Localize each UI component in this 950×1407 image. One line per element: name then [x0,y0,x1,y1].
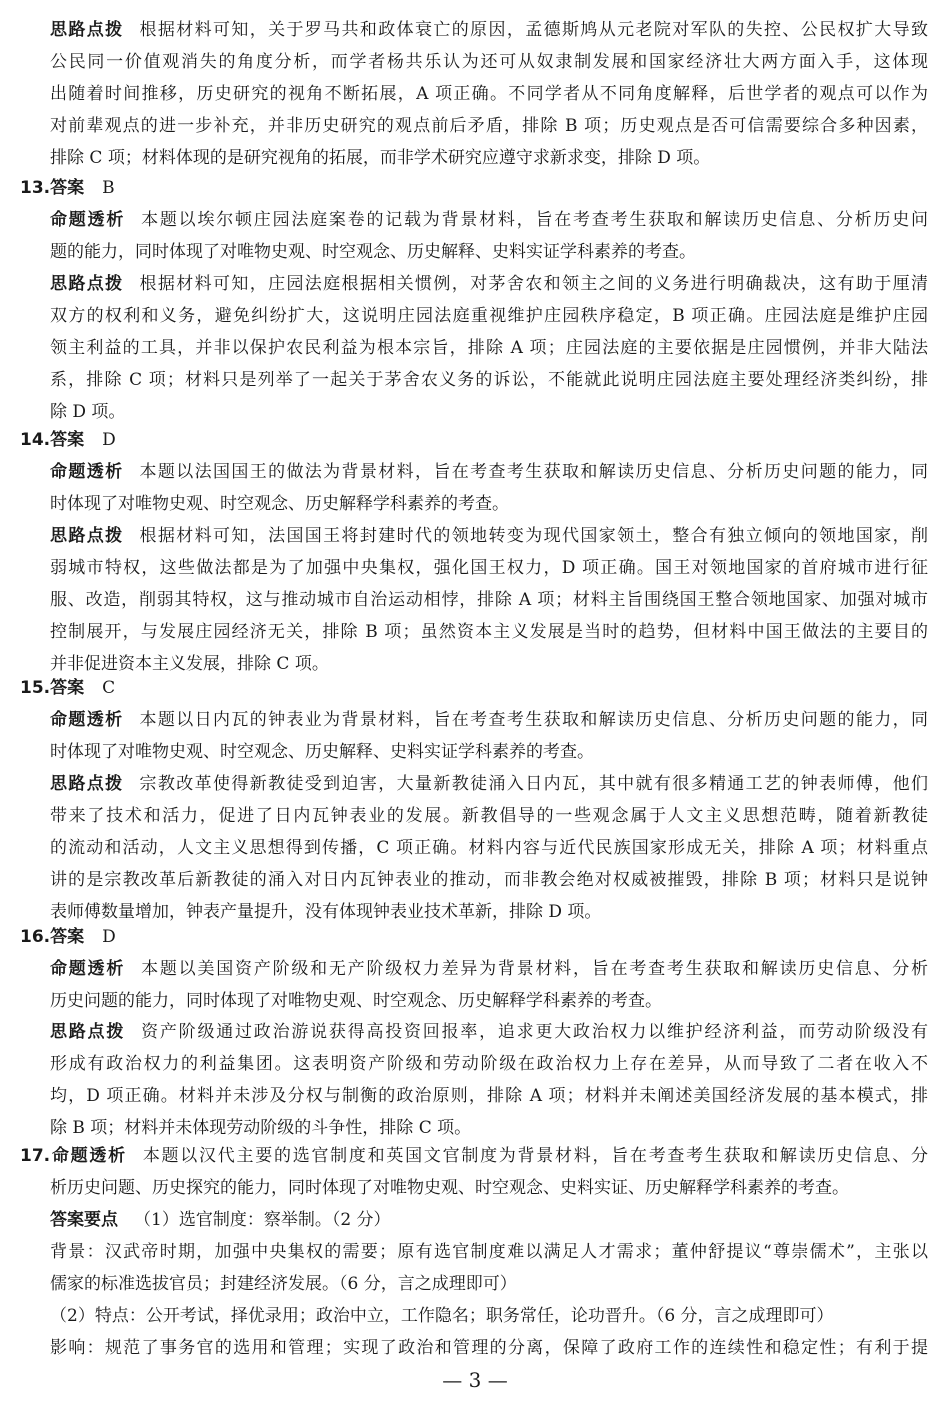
q15-analysis-line: 讲的是宗教改革后新教徒的涌入对日内瓦钟表业的推动，而非教会绝对权威被摧毁，排除 B 项；材料只是说钟 [50,870,928,890]
q15-intent-line: 命题透析 本题以日内瓦的钟表业为背景材料，旨在考查考生获取和解读历史信息、分析历史问题的能力，同 [50,710,929,730]
q14-analysis-line: 并非促进资本主义发展，排除 C 项。 [50,654,329,674]
q15-analysis-line: 的流动和活动，人文主义思想得到传播，C 项正确。材料内容与近代民族国家形成无关，排除 A 项；材料重点 [50,838,928,858]
answer-label: 答案 [50,927,85,947]
q17-body-line: 背景：汉武帝时期，加强中央集权的需要；原有选官制度难以满足人才需求；董仲舒提议“尊崇儒术”，主张以 [50,1242,928,1262]
q14-answer-line [0,424,950,456]
q14-intent-line: 命题透析 本题以法国国王的做法为背景材料，旨在考查考生获取和解读历史信息、分析历史问题的能力，同 [50,462,929,482]
intent-label: 命题透析 [50,959,126,979]
answer-label: 答案 [50,678,85,698]
q17-key-points-line: 答案要点 （1）选官制度：察举制。（2 分） [50,1210,391,1230]
q13-answer-line [0,172,950,204]
intent-label: 命题透析 [50,462,124,482]
q13-analysis-line: 双方的权利和义务，避免纠纷扩大，这说明庄园法庭重视维护庄园秩序稳定，B 项正确。庄园法庭是维护庄园 [50,306,928,326]
answer-value: D [102,927,116,947]
q17-body-line: 儒家的标准选拔官员；封建经济发展。（6 分，言之成理即可） [50,1274,517,1294]
q16-answer-line [0,921,950,953]
question-number: 16. [20,927,51,947]
q12-analysis-line: 对前辈观点的进一步补充，并非历史研究的观点前后矛盾，排除 B 项；历史观点是否可信需要综合多种因素， [50,116,928,136]
q16-analysis-line: 均，D 项正确。材料并未涉及分权与制衡的政治原则，排除 A 项；材料并未阐述美国经济发展的基本模式，排 [50,1086,928,1106]
q16-analysis-line: 思路点拨 资产阶级通过政治游说获得高投资回报率，追求更大政治权力以维护经济利益，而劳动阶级没有 [50,1022,929,1042]
q13-intent-line: 题的能力，同时体现了对唯物史观、时空观念、历史解释、史料实证学科素养的考查。 [50,242,696,262]
q14-analysis-line: 思路点拨 根据材料可知，法国国王将封建时代的领地转变为现代国家领土，整合有独立倾向的领地国家，削 [50,526,929,546]
answer-value: B [102,178,115,198]
q13-analysis-line: 系，排除 C 项；材料只是列举了一起关于茅舍农义务的诉讼，不能就此说明庄园法庭主要处理经济类纠纷，排 [50,370,928,390]
q17-intent-line: 析历史问题、历史探究的能力，同时体现了对唯物史观、时空观念、史料实证、历史解释学科素养的考查。 [50,1178,849,1198]
question-number: 17. [20,1146,51,1166]
q13-intent-line: 命题透析 本题以埃尔顿庄园法庭案卷的记载为背景材料，旨在考查考生获取和解读历史信息、分析历史问 [50,210,929,230]
q15-analysis-line: 表师傅数量增加，钟表产量提升，没有体现钟表业技术革新，排除 D 项。 [50,902,602,922]
key-points-label: 答案要点 [50,1210,118,1230]
q16-intent-line: 历史问题的能力，同时体现了对唯物史观、时空观念、历史解释学科素养的考查。 [50,991,662,1011]
page-number: — 3 — [442,1368,508,1392]
answer-value: D [102,430,116,450]
analysis-label: 思路点拨 [50,20,124,40]
q13-analysis-line: 思路点拨 根据材料可知，庄园法庭根据相关惯例，对茅舍农和领主之间的义务进行明确裁决，这有助于厘清 [50,274,929,294]
answer-label: 答案 [50,430,85,450]
q14-analysis-line: 控制展开，与发展庄园经济无关，排除 B 项；虽然资本主义发展是当时的趋势，但材料中国王做法的主要目的 [50,622,928,642]
intent-label: 命题透析 [50,210,126,230]
analysis-label: 思路点拨 [50,274,124,294]
q16-intent-line: 命题透析 本题以美国资产阶级和无产阶级权力差异为背景材料，旨在考查考生获取和解读历史信息、分析 [50,959,929,979]
q12-analysis-line: 思路点拨 根据材料可知，关于罗马共和政体衰亡的原因，孟德斯鸠从元老院对军队的失控、公民权扩大导致 [50,20,929,40]
question-number: 13. [20,178,51,198]
analysis-label: 思路点拨 [50,774,124,794]
intent-label: 命题透析 [50,710,124,730]
q15-analysis-line: 思路点拨 宗教改革使得新教徒受到迫害，大量新教徒涌入日内瓦，其中就有很多精通工艺的钟表师傅，他们 [50,774,929,794]
q17-intent-line: 17.命题透析 本题以汉代主要的选官制度和英国文官制度为背景材料，旨在考查考生获取和解读历史信息、分 [20,1146,929,1166]
answer-value: C [102,678,116,698]
q17-body-line: 影响：规范了事务官的选用和管理；实现了政治和管理的分离，保障了政府工作的连续性和稳定性；有利于提 [50,1338,928,1358]
q15-analysis-line: 带来了技术和活力，促进了日内瓦钟表业的发展。新教倡导的一些观念属于人文主义思想范畴，随着新教徒 [50,806,928,826]
q13-analysis-line: 除 D 项。 [50,402,126,422]
q16-analysis-line: 除 B 项；材料并未体现劳动阶级的斗争性，排除 C 项。 [50,1118,472,1138]
question-number: 14. [20,430,51,450]
q17-body-line: （2）特点：公开考试，择优录用；政治中立，工作隐名；职务常任，论功晋升。（6 分，言之成理即可） [50,1306,834,1326]
q12-analysis-line: 公民同一价值观消失的角度分析，而学者杨共乐认为还可从奴隶制发展和国家经济壮大两方面入手，这体现 [50,52,928,72]
q15-intent-line: 时体现了对唯物史观、时空观念、历史解释、史料实证学科素养的考查。 [50,742,594,762]
q16-analysis-line: 形成有政治权力的利益集团。这表明资产阶级和劳动阶级在政治权力上存在差异，从而导致了二者在收入不 [50,1054,928,1074]
q14-intent-line: 时体现了对唯物史观、时空观念、历史解释学科素养的考查。 [50,494,509,514]
q12-analysis-line: 出随着时间推移，历史研究的视角不断拓展，A 项正确。不同学者从不同角度解释，后世学者的观点可以作为 [50,84,928,104]
question-number: 15. [20,678,51,698]
answer-label: 答案 [50,178,85,198]
q14-analysis-line: 弱城市特权，这些做法都是为了加强中央集权，强化国王权力，D 项正确。国王对领地国家的首府城市进行征 [50,558,928,578]
q14-analysis-line: 服、改造，削弱其特权，这与推动城市自治运动相悖，排除 A 项；材料主旨围绕国王整合领地国家、加强对城市 [50,590,928,610]
q13-analysis-line: 领主利益的工具，并非以保护农民利益为根本宗旨，排除 A 项；庄园法庭的主要依据是庄园惯例，并非大陆法 [50,338,928,358]
intent-label: 命题透析 [50,1146,127,1166]
q12-analysis-line: 排除 C 项；材料体现的是研究视角的拓展，而非学术研究应遵守求新求变，排除 D 项。 [50,148,711,168]
analysis-label: 思路点拨 [50,1022,126,1042]
analysis-label: 思路点拨 [50,526,124,546]
q15-answer-line [0,672,950,704]
